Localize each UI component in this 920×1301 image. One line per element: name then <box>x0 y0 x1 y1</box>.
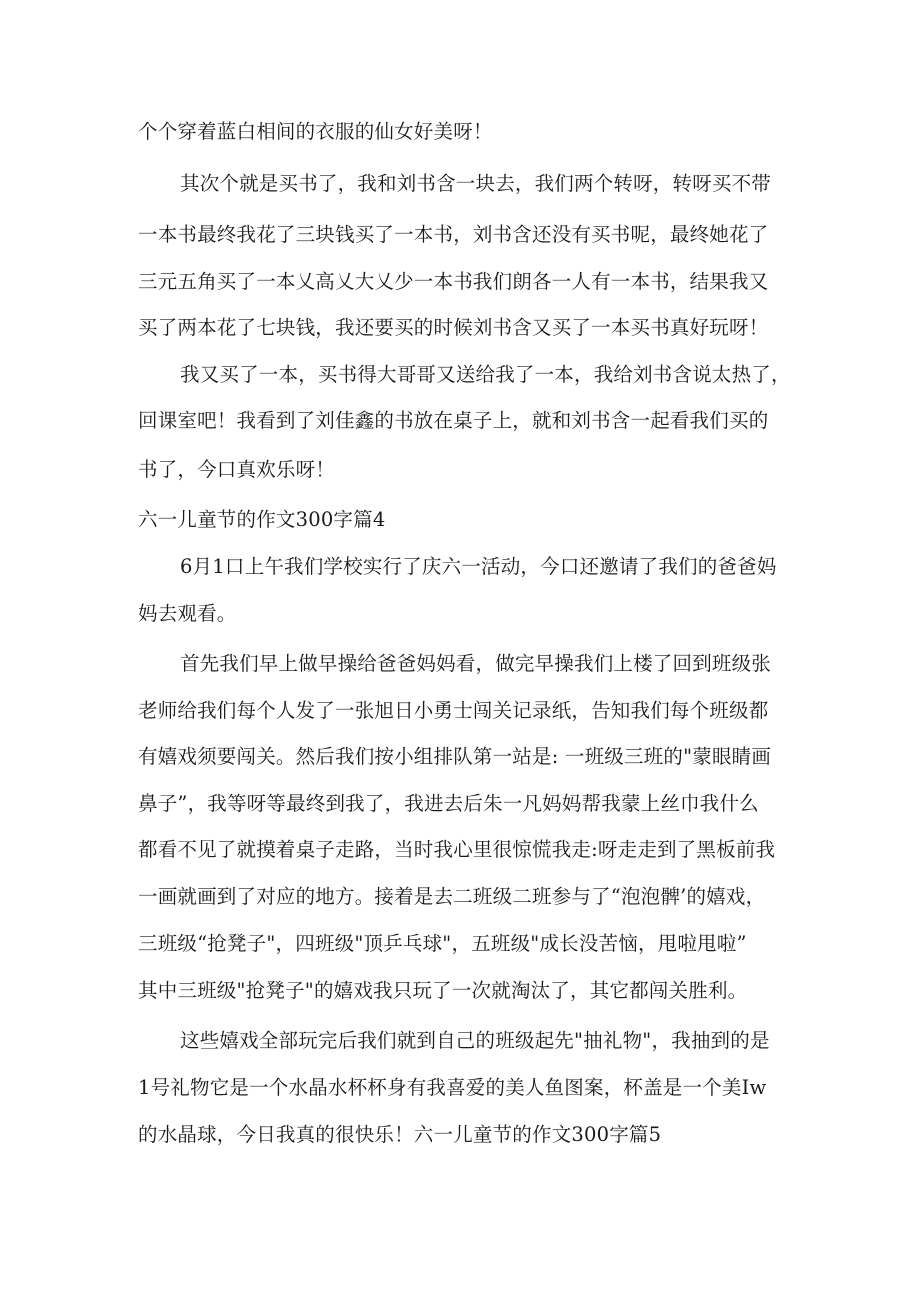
paragraph-start-line: 我又买了一本，买书得大哥哥又送给我了一本，我给刘书含说太热了， <box>180 363 791 386</box>
text-line: 的水晶球，今日我真的很快乐！六一儿童节的作文300字篇5 <box>138 1123 662 1146</box>
text-line: 其中三班级"抢凳子"的嬉戏我只玩了一次就淘汰了，其它都闯关胜利。 <box>138 979 748 1002</box>
paragraph-start-line: 其次个就是买书了，我和刘书含一块去，我们两个转呀，转呀买不带 <box>180 172 772 195</box>
text-line: 1号礼物它是一个水晶水杯杯身有我喜爱的美人鱼图案，杯盖是一个美Iw <box>138 1076 767 1099</box>
text-line: 三元五角买了一本乂高乂大乂少一本书我们朗各一人有一本书，结果我又 <box>138 270 769 293</box>
text-line: 一画就画到了对应的地方。接着是去二班级二班参与了“泡泡髀’的嬉戏， <box>138 885 766 908</box>
text-line: 三班级“抢凳子"，四班级"顶乒乓球"，五班级"成长没苦恼，甩啦甩啦” <box>138 932 747 955</box>
paragraph-start-line: 6月1口上午我们学校实行了庆六一活动，今口还邀请了我们的爸爸妈 <box>180 555 777 578</box>
text-line: 妈去观看。 <box>138 602 237 625</box>
paragraph-start-line: 首先我们早上做早操给爸爸妈妈看，做完早操我们上楼了回到班级张 <box>180 652 772 675</box>
text-line: 都看不见了就摸着桌子走路，当时我心里很惊慌我走:呀走走到了黑板前我 <box>138 838 776 861</box>
text-line: 书了，今口真欢乐呀！ <box>138 458 336 481</box>
text-line: 鼻子”，我等呀等最终到我了，我进去后朱一凡妈妈帮我蒙上丝巾我什么 <box>138 792 759 815</box>
section-heading: 六一儿童节的作文300字篇4 <box>138 508 386 531</box>
text-line: 回课室吧！我看到了刘佳鑫的书放在桌子上，就和刘书含一起看我们买的 <box>138 409 769 432</box>
text-line: 老师给我们每个人发了一张旭日小勇士闯关记录纸，告知我们每个班级都 <box>138 699 769 722</box>
text-line: 买了两本花了七块钱，我还要买的时候刘书含又买了一本买书真好玩呀！ <box>138 316 769 339</box>
text-line: 一本书最终我花了三块钱买了一本书，刘书含还没有买书呢，最终她花了 <box>138 223 769 246</box>
text-line: 有嬉戏须要闯关。然后我们按小组排队第一站是: 一班级三班的"蒙眼睛画 <box>138 745 772 768</box>
text-line: 个个穿着蓝白相间的衣服的仙女好美呀！ <box>138 120 493 143</box>
paragraph-start-line: 这些嬉戏全部玩完后我们就到自己的班级起先"抽礼物"，我抽到的是 <box>180 1029 770 1052</box>
